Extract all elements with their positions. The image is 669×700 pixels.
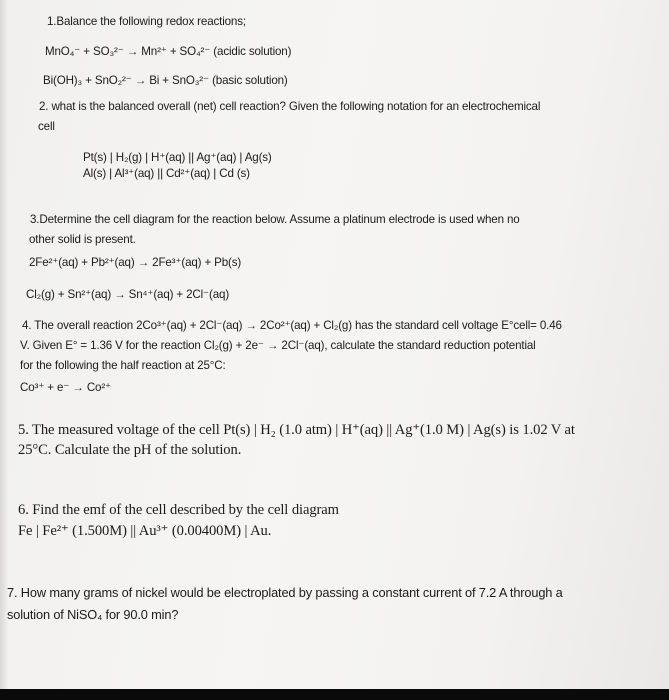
q4-line-1: 4. The overall reaction 2Co³⁺(aq) + 2Cl⁻(aq) → 2Co²⁺(aq) + Cl₂(g) has the standard cell voltage E°cell= 0.46 xyxy=(22,319,562,332)
q2-line-1: 2. what is the balanced overall (net) cell reaction? Given the following notation for an electrochemical xyxy=(39,100,541,113)
q1-equation-1: MnO₄⁻ + SO₃²⁻ → Mn²⁺ + SO₄²⁻ (acidic solution) xyxy=(45,45,292,58)
q2-line-2: cell xyxy=(38,120,55,133)
q4-line-3: for the following the half reaction at 25°C: xyxy=(20,359,226,372)
q2-cell-2: Al(s) | Al³⁺(aq) || Cd²⁺(aq) | Cd (s) xyxy=(83,167,250,180)
q4-line-2: V. Given E° = 1.36 V for the reaction Cl₂(g) + 2e⁻ → 2Cl⁻(aq), calculate the standard reduction potential xyxy=(20,339,536,352)
q7-line-1: 7. How many grams of nickel would be electroplated by passing a constant current of 7.2 A through a xyxy=(7,585,563,600)
q3-equation-2: Cl₂(g) + Sn²⁺(aq) → Sn⁴⁺(aq) + 2Cl⁻(aq) xyxy=(26,288,230,301)
q2-cell-1: Pt(s) | H₂(g) | H⁺(aq) || Ag⁺(aq) | Ag(s) xyxy=(83,151,272,164)
q7-line-2: solution of NiSO₄ for 90.0 min? xyxy=(7,607,179,622)
q1-equation-2: Bi(OH)₃ + SnO₂²⁻ → Bi + SnO₃²⁻ (basic solution) xyxy=(43,74,288,87)
q5-line-2: 25°C. Calculate the pH of the solution. xyxy=(18,442,242,458)
q6-line-1: 6. Find the emf of the cell described by the cell diagram xyxy=(18,502,339,518)
q5-line-1: 5. The measured voltage of the cell Pt(s) | H₂ (1.0 atm) | H⁺(aq) || Ag⁺(1.0 M) | Ag(s) is 1.02 V at xyxy=(18,422,575,438)
bottom-black-bar xyxy=(0,689,669,700)
q3-line-2: other solid is present. xyxy=(29,233,136,246)
q3-equation-1: 2Fe²⁺(aq) + Pb²⁺(aq) → 2Fe³⁺(aq) + Pb(s) xyxy=(29,256,242,269)
q1-title: 1.Balance the following redox reactions; xyxy=(47,15,246,28)
q4-equation: Co³⁺ + e⁻ → Co²⁺ xyxy=(20,381,112,394)
q6-line-2: Fe | Fe²⁺ (1.500M) || Au³⁺ (0.00400M) | Au. xyxy=(18,523,272,539)
q3-line-1: 3.Determine the cell diagram for the reaction below. Assume a platinum electrode is used when no xyxy=(30,213,520,226)
